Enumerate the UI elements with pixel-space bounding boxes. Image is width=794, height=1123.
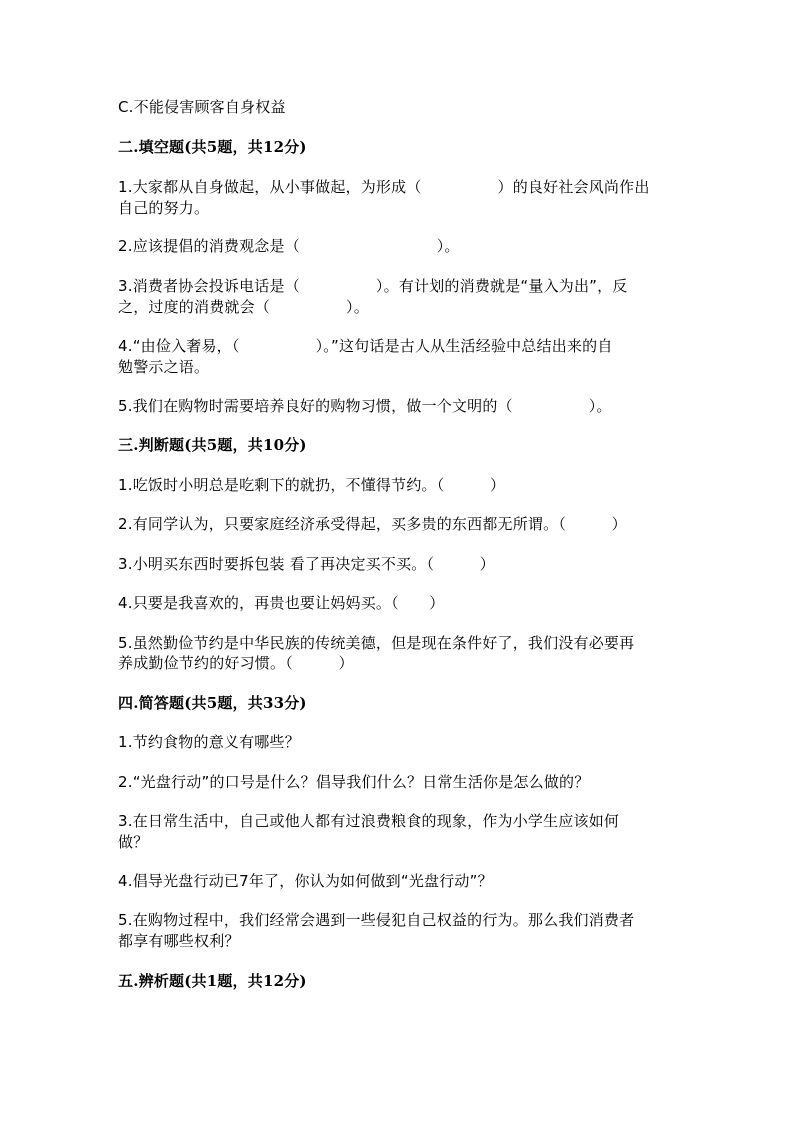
short-q4: 4.倡导光盘行动已7年了，你认为如何做到“光盘行动”？ (118, 872, 493, 890)
short-q2: 2.“光盘行动”的口号是什么？倡导我们什么？日常生活你是怎么做的？ (118, 773, 590, 791)
fill-q3-line1: 3.消费者协会投诉电话是（ ）。有计划的消费就是“量入为出”，反 (118, 277, 628, 295)
judge-q4: 4.只要是我喜欢的，再贵也要让妈妈买。（ ） (118, 594, 445, 612)
fill-q1-line2: 自己的努力。 (118, 199, 210, 217)
option-c-text: C.不能侵害顾客自身权益 (118, 98, 286, 116)
short-q5-line2: 都享有哪些权利？ (118, 932, 240, 950)
section-short-heading: 四.简答题(共5题，共33分) (118, 694, 307, 712)
section-analysis-heading: 五.辨析题(共1题，共12分) (118, 972, 307, 990)
fill-q4-line1: 4.“由俭入奢易，（ ）。”这句话是古人从生活经验中总结出来的自 (118, 337, 613, 355)
judge-q1: 1.吃饭时小明总是吃剩下的就扔，不懂得节约。（ ） (118, 476, 506, 494)
fill-q3-line2: 之，过度的消费就会（ ）。 (118, 298, 369, 316)
fill-q2: 2.应该提倡的消费观念是（ ）。 (118, 237, 460, 255)
fill-q1-line1: 1.大家都从自身做起，从小事做起，为形成（ ）的良好社会风尚作出 (118, 178, 650, 196)
short-q5-line1: 5.在购物过程中，我们经常会遇到一些侵犯自己权益的行为。那么我们消费者 (118, 911, 635, 929)
section-fill-heading: 二.填空题(共5题，共12分) (118, 138, 307, 156)
judge-q3: 3.小明买东西时要拆包装 看了再决定买不买。（ ） (118, 555, 495, 573)
judge-q5-line2: 养成勤俭节约的好习惯。（ ） (118, 654, 354, 672)
short-q3-line2: 做？ (118, 833, 149, 851)
section-judge-heading: 三.判断题(共5题，共10分) (118, 436, 307, 454)
fill-q5: 5.我们在购物时需要培养良好的购物习惯，做一个文明的（ ）。 (118, 397, 612, 415)
judge-q5-line1: 5.虽然勤俭节约是中华民族的传统美德，但是现在条件好了，我们没有必要再 (118, 634, 635, 652)
judge-q2: 2.有同学认为，只要家庭经济承受得起，买多贵的东西都无所谓。（ ） (118, 515, 627, 533)
short-q1: 1.节约食物的意义有哪些？ (118, 733, 300, 751)
fill-q4-line2: 勉警示之语。 (118, 358, 210, 376)
short-q3-line1: 3.在日常生活中，自己或他人都有过浪费粮食的现象，作为小学生应该如何 (118, 812, 620, 830)
